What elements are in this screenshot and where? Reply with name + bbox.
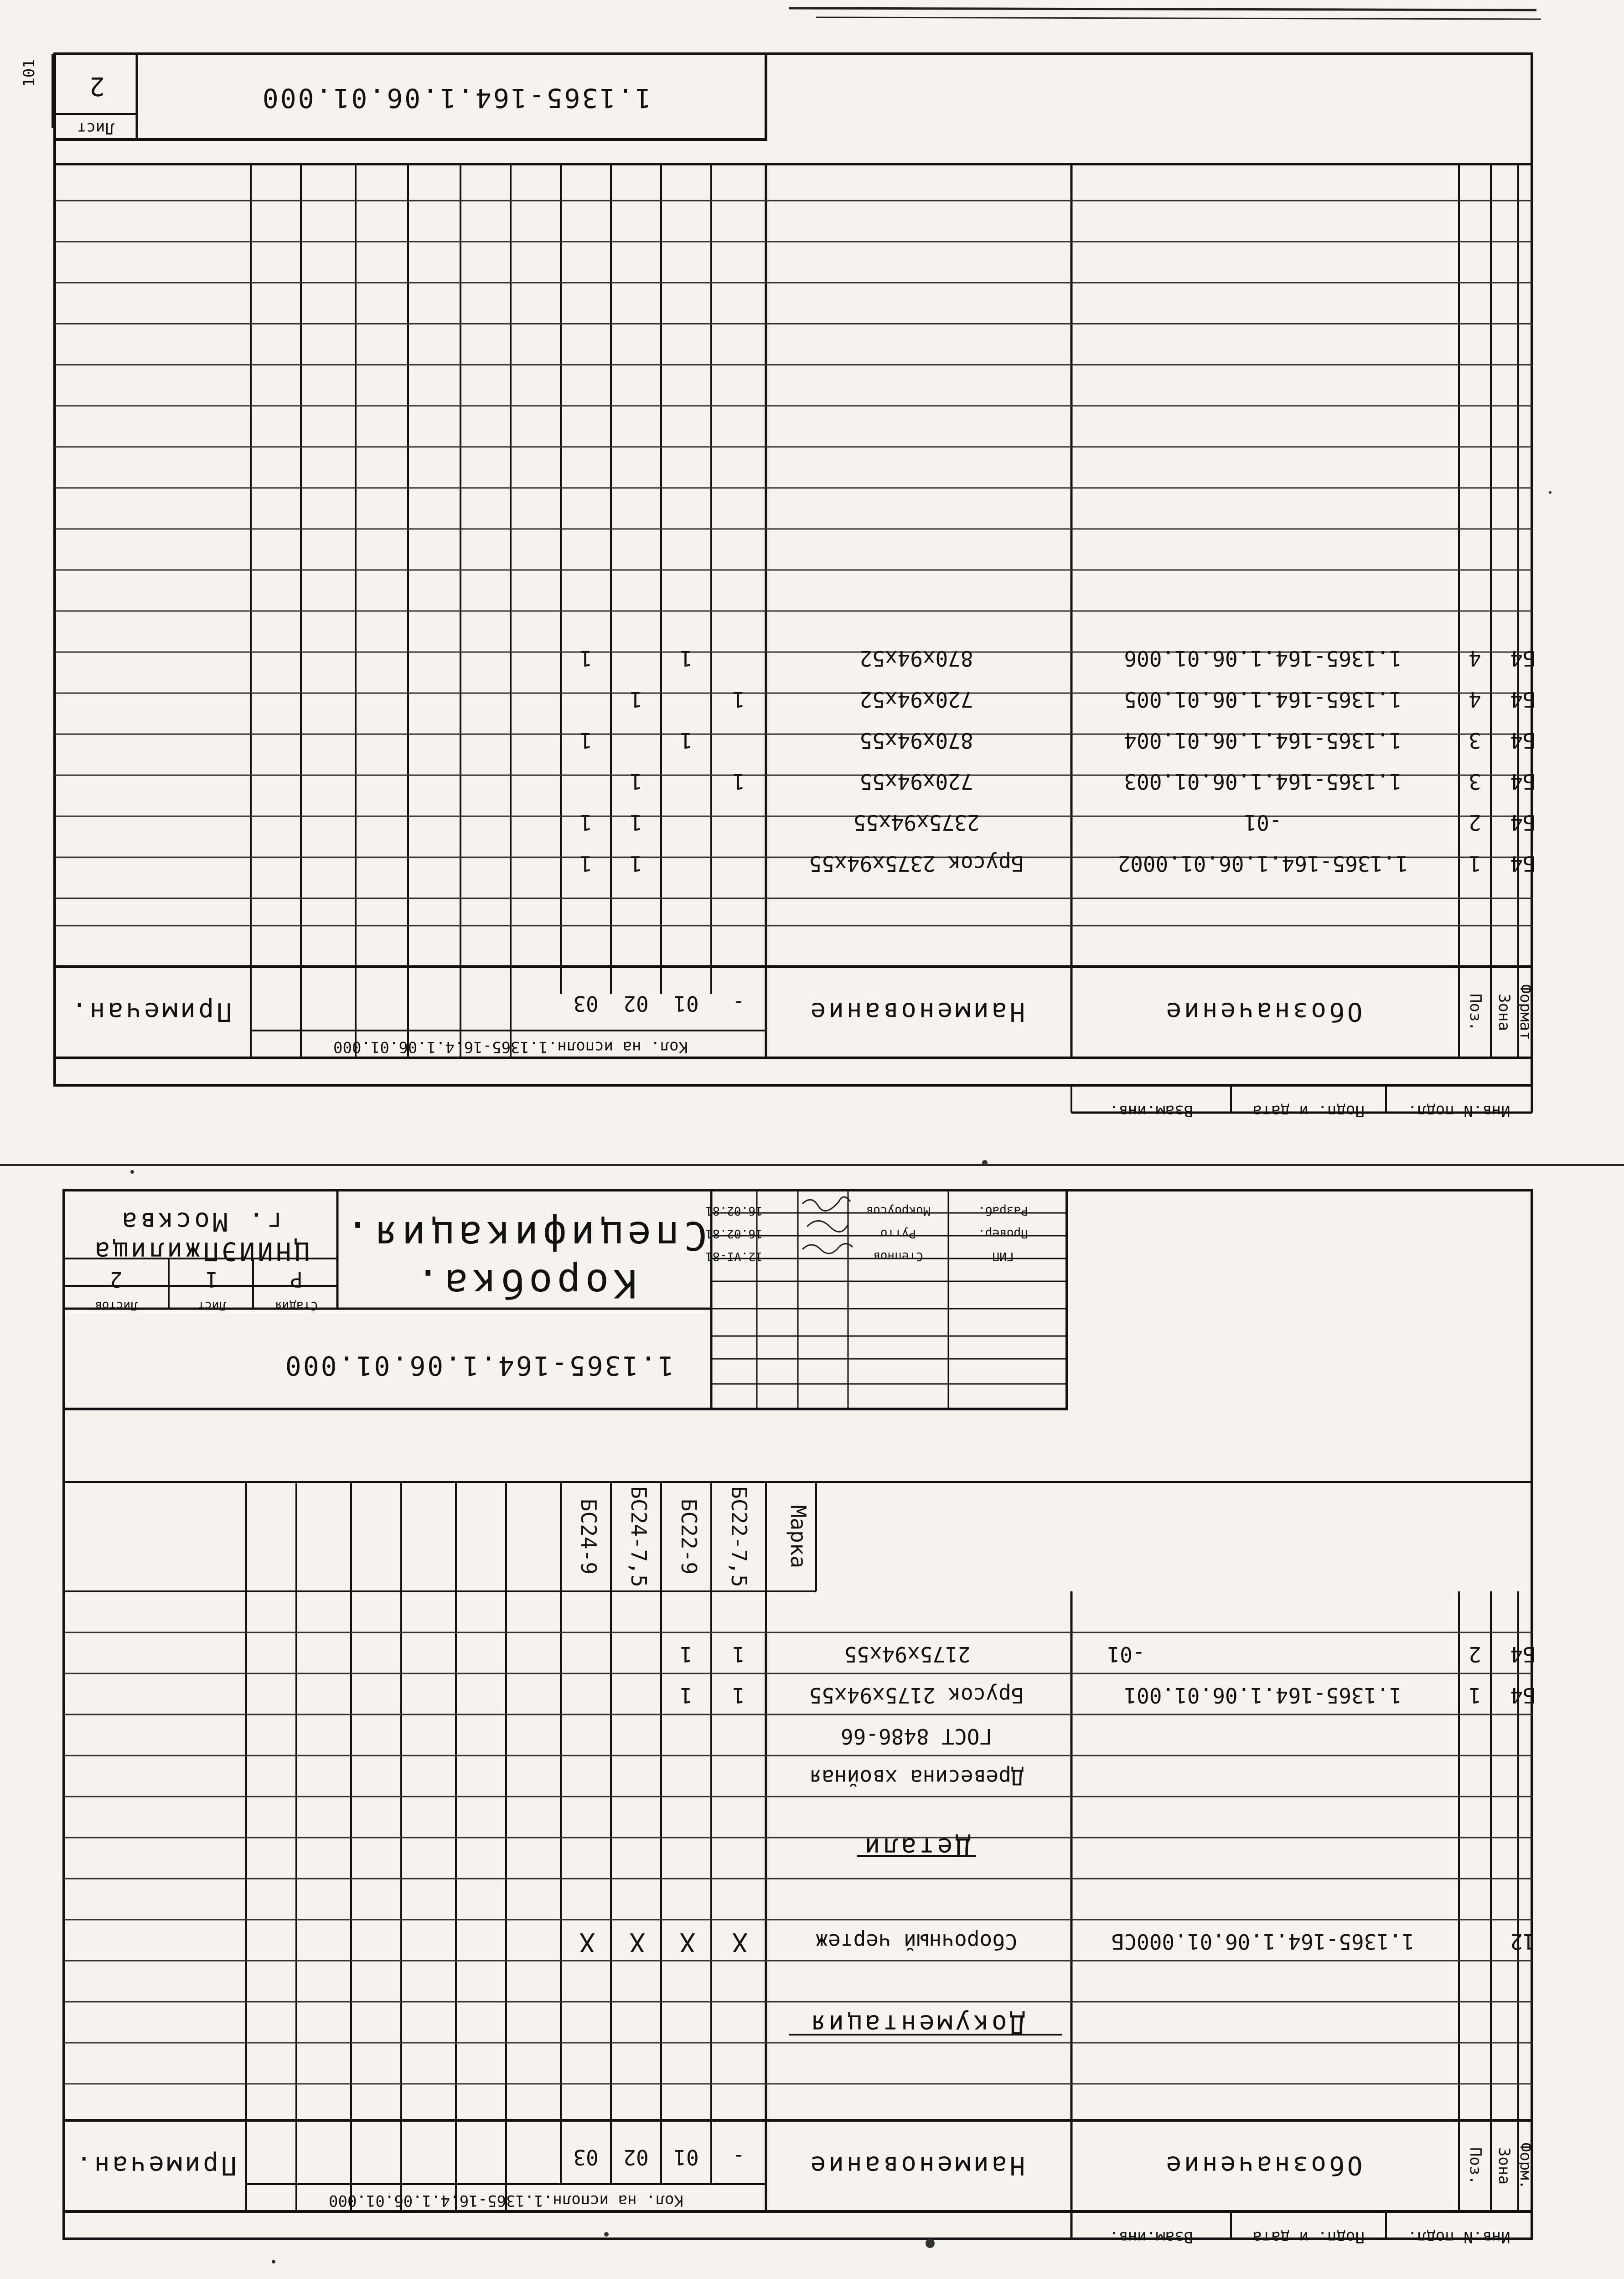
top-row-pos: 4 [1469,687,1481,712]
title-block-name-line1: Коробка. [411,1260,637,1306]
top-row-designation: 1.1365-164.1.06.01.004 [1124,728,1402,753]
title-block-org-line1: ЦНИИЭПжилища [92,1236,310,1266]
part-row-qty: 1 [732,1642,745,1667]
top-row-format: Б4 [1510,728,1536,753]
top-row-format: Б4 [1510,687,1536,712]
doc-row-name: Сборочный чертеж [815,1929,1018,1954]
bottom-header-qty: Кол. на исполн.1.1365-16.4.1.06.01.000 [329,2191,683,2210]
doc-row-mark: X [577,1927,595,1957]
bottom-side-label: Взам.инв. [1109,2228,1194,2246]
bottom-header-zone: Зона [1495,2147,1513,2185]
part-row-designation: 1.1365-164.1.06.01.001 [1124,1683,1402,1708]
bottom-exec-col: 01 [673,2145,699,2170]
top-row-format: Б4 [1510,769,1536,794]
bottom-header-designation: Обозначение [1163,2150,1363,2180]
top-row-q1: 1 [680,646,693,671]
part-row-qty: 1 [680,1683,693,1708]
role-name: Рутто [880,1227,916,1240]
doc-row-mark: X [627,1927,645,1957]
top-row-designation: 1.1365-164.1.06.01.006 [1124,646,1402,671]
top-row-name: 720x94x52 [859,687,973,712]
top-row-designation: 1.1365-164.1.06.01.003 [1124,769,1402,794]
part-row-qty: 1 [732,1683,745,1708]
top-row-q0: 1 [732,769,745,794]
title-block-sheets-label: Листов [95,1299,138,1312]
top-side-label: Инв.N подл. [1407,1102,1510,1120]
top-header-zone: Зона [1495,994,1513,1031]
top-row-q2: 1 [630,687,642,712]
top-rows [579,646,1536,876]
marka-label: Марка [786,1505,811,1569]
part-row-name: 2175x94x55 [844,1642,971,1667]
top-exec-col: - [732,991,745,1016]
bottom-sheet [64,1190,1536,2246]
role-date: 16.02.81 [705,1227,763,1240]
top-row-pos: 3 [1469,728,1481,753]
title-block-org-line2: г. Москва [119,1207,282,1236]
title-block-stage: Р [290,1267,303,1292]
top-side-label: Взам.инв. [1109,1102,1194,1120]
role-date: 16.02.81 [705,1204,763,1217]
role-label: ГИП [992,1249,1014,1263]
bottom-side-label: Инв.N подл. [1407,2228,1510,2246]
top-header-format: Формат [1516,984,1535,1041]
top-header-qty: Кол. на исполн.1.1365-16.4.1.06.01.000 [333,1038,688,1056]
top-row-format: Б4 [1510,810,1536,835]
top-row-q1: 1 [680,728,693,753]
top-row-pos: 3 [1469,769,1481,794]
material-line-1: Древесина хвойная [809,1765,1024,1790]
top-header-name: Наименование [807,997,1025,1026]
top-row-q2: 1 [630,851,642,876]
top-row-q3: 1 [579,851,592,876]
bottom-exec-col: 03 [573,2145,599,2170]
top-row-designation: -01 [1244,810,1282,835]
part-row-format: Б4 [1510,1642,1536,1667]
top-exec-col: 01 [673,991,699,1016]
bottom-exec-col: 02 [623,2145,649,2170]
top-row-name: 870x94x52 [859,646,973,671]
role-date: 12.VI-81 [705,1249,763,1263]
top-row-q3: 1 [579,728,592,753]
top-row-pos: 2 [1469,810,1481,835]
top-row-format: Б4 [1510,851,1536,876]
title-block-sheets: 2 [110,1267,123,1292]
part-row-pos: 1 [1469,1683,1481,1708]
title-block-sheet-label: Лист [197,1299,227,1312]
top-row-name: 870x94x55 [859,728,973,753]
marka-value: БС22-9 [677,1498,701,1575]
doc-row-format: 12 [1510,1929,1536,1954]
title-block-stage-label: Стадия [275,1299,318,1312]
role-name: Степнов [873,1249,923,1263]
top-row-designation: 1.1365-164.1.06.01.005 [1124,687,1402,712]
title-block-code: 1.1365-164.1.06.01.000 [283,1350,674,1381]
top-header-notes: Примечан. [69,997,232,1026]
top-sheet-label: Лист [77,119,114,137]
top-row-name: 720x94x55 [859,769,973,794]
part-row-name: Брусок 2175x94x55 [809,1683,1024,1708]
top-exec-col: 03 [573,991,599,1016]
bottom-header-notes: Примечан. [73,2150,237,2180]
top-row-q2: 1 [630,769,642,794]
top-side-label: Подп. и дата [1252,1102,1365,1120]
part-row-qty: 1 [680,1642,693,1667]
doc-row-mark: X [729,1927,748,1957]
top-row-format: Б4 [1510,646,1536,671]
role-name: Мокроусов [866,1204,931,1217]
top-row-name: Брусок 2375x94x55 [809,851,1024,876]
top-row-q3: 1 [579,810,592,835]
doc-row-designation: 1.1365-164.1.06.01.000СБ [1111,1929,1415,1954]
top-row-pos: 4 [1469,646,1481,671]
top-row-q2: 1 [630,810,642,835]
top-sheet-number: 2 [87,71,105,101]
role-label: Провер. [978,1227,1028,1240]
margin-number: 101 [20,59,38,87]
role-label: Разраб. [978,1204,1028,1217]
bottom-header-name: Наименование [807,2150,1025,2180]
top-header-pos: Поз. [1466,994,1484,1031]
part-row-format: Б4 [1510,1683,1536,1708]
top-sheet-code: 1.1365-164.1.06.01.000 [260,83,652,114]
page-edge-lines [789,8,1541,19]
signatures [802,1197,853,1253]
top-row-name: 2375x94x55 [853,810,980,835]
material-line-2: ГОСТ 8486-66 [840,1724,993,1749]
title-block-sheet: 1 [206,1267,218,1292]
top-row-q0: 1 [732,687,745,712]
marka-value: БС22-7,5 [727,1486,751,1587]
bottom-side-label: Подп. и дата [1252,2228,1365,2246]
top-sheet [20,54,1536,1120]
title-block-name-line2: Спецификация. [341,1212,708,1258]
top-row-pos: 1 [1469,851,1481,876]
bottom-header-pos: Поз. [1466,2147,1484,2185]
section-documentation: Документация [807,2009,1025,2039]
top-header-designation: Обозначение [1163,997,1363,1026]
section-parts: Детали [862,1832,971,1862]
top-row-q3: 1 [579,646,592,671]
part-row-pos: 2 [1469,1642,1481,1667]
doc-row-mark: X [677,1927,695,1957]
bottom-header-format: Форм. [1516,2142,1535,2190]
part-row-designation: -01 [1107,1642,1145,1667]
top-exec-col: 02 [623,991,649,1016]
marka-value: БС24-9 [576,1498,601,1575]
top-row-designation: 1.1365-164.1.06.01.0002 [1117,851,1408,876]
marka-value: БС24-7,5 [626,1486,651,1587]
bottom-exec-col: - [732,2145,745,2170]
